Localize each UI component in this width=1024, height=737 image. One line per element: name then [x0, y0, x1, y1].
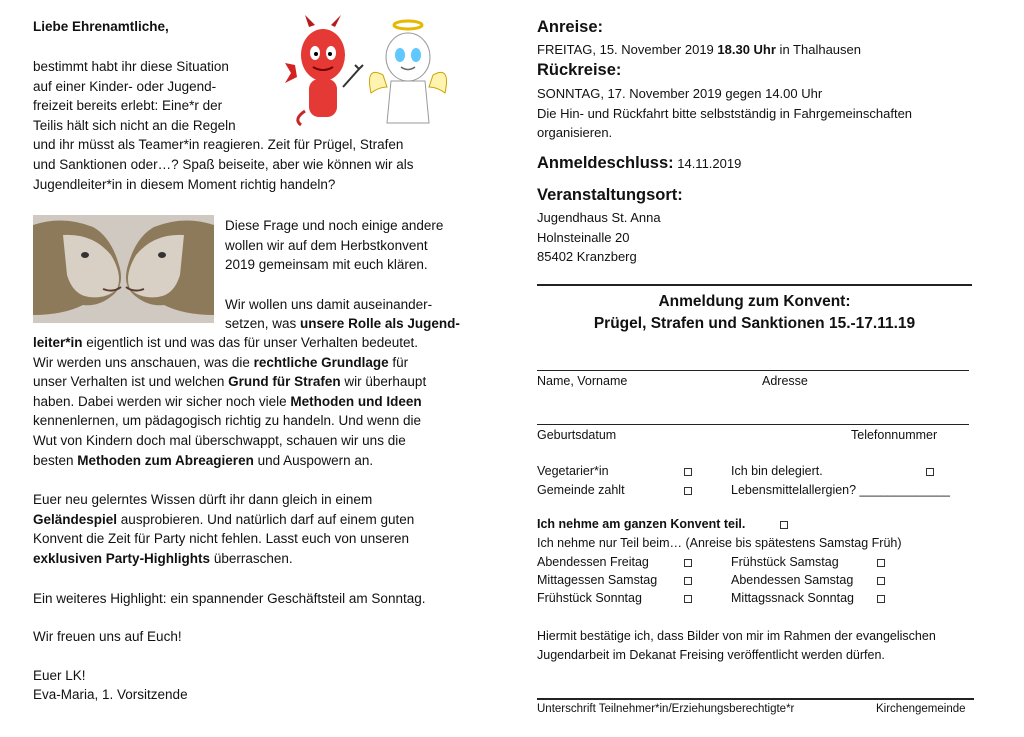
text-span: und Auspowern an. [253, 452, 374, 468]
devil-angel-illustration [283, 15, 453, 130]
content-line: kennenlernen, um pädagogisch richtig zu handeln. Und wenn die [33, 413, 422, 429]
vegetarian-checkbox[interactable] [684, 468, 692, 476]
meal-label: Abendessen Samstag [731, 573, 854, 587]
delegated-label: Ich bin delegiert. [731, 464, 823, 478]
content-line [33, 451, 426, 471]
text-span: überraschen. [210, 550, 293, 566]
content-line: Wir wollen uns damit auseinander- [225, 297, 433, 312]
content-line: Euer neu gelerntes Wissen dürft ihr dann gleich in einem [33, 492, 373, 507]
arrival-heading: Anreise: [537, 18, 604, 36]
emphasis: Methoden und Ideen [290, 393, 422, 409]
text-span: setzen, was [225, 316, 301, 331]
signature-lk: Euer LK! [33, 668, 86, 683]
full-attendance-label: Ich nehme am ganzen Konvent teil. [537, 517, 746, 531]
intro-line: und ihr müsst als Teamer*in reagieren. Zeit für Prügel, Strafen [33, 137, 404, 153]
form-title [537, 291, 972, 335]
text-span: ausprobieren. Und natürlich darf auf einem guten [117, 511, 415, 527]
form-title-line: Prügel, Strafen und Sanktionen 15.-17.11.19 [593, 315, 916, 332]
congregation-pays-checkbox[interactable] [684, 487, 692, 495]
meal-label: Mittagessen Samstag [537, 573, 658, 587]
full-attendance-checkbox[interactable] [780, 521, 788, 529]
emphasis: leiter*in [33, 335, 83, 350]
emphasis: 18.30 Uhr [717, 42, 776, 57]
deadline-value: 14.11.2019 [673, 156, 742, 171]
signature-name: Eva-Maria, 1. Vorsitzende [33, 687, 188, 702]
return-text [537, 84, 912, 143]
return-line: Die Hin- und Rückfahrt bitte selbstständig in Fahrgemeinschaften [537, 105, 913, 121]
text-span: für [388, 354, 409, 370]
question-line: Diese Frage und noch einige andere [225, 218, 444, 233]
partial-attendance-label: Ich nehme nur Teil beim… (Anreise bis spätestens Samstag Früh) [537, 536, 902, 550]
content-line [33, 392, 426, 412]
deadline-label: Anmeldeschluss: [537, 154, 674, 172]
consent-line: Jugendarbeit im Dekanat Freising veröffentlicht werden dürfen. [537, 647, 885, 662]
deadline [537, 154, 741, 173]
content-line [33, 549, 414, 569]
greeting: Liebe Ehrenamtliche, [33, 19, 169, 34]
name-address-field[interactable] [537, 370, 969, 371]
meal-label: Abendessen Freitag [537, 555, 649, 569]
venue-address [537, 208, 661, 267]
content-line [33, 333, 426, 353]
meal-label: Frühstück Samstag [731, 555, 839, 569]
emphasis: unsere Rolle als Jugend- [300, 316, 460, 331]
birthdate-label: Geburtsdatum [537, 428, 617, 442]
return-line: organisieren. [537, 125, 613, 140]
return-line: SONNTAG, 17. November 2019 gegen 14.00 Uhr [537, 86, 823, 101]
meal-checkbox[interactable] [877, 577, 885, 585]
meal-checkbox[interactable] [684, 595, 692, 603]
arrival-text [537, 40, 861, 60]
emphasis: Geländespiel [33, 511, 118, 527]
emphasis: Grund für Strafen [228, 374, 341, 390]
devil-figure [285, 15, 363, 125]
closing-line: Wir freuen uns auf Euch! [33, 629, 182, 644]
venue-line: Jugendhaus St. Anna [537, 210, 661, 225]
emphasis: exklusiven Party-Highlights [33, 550, 211, 566]
question-line: 2019 gemeinsam mit euch klären. [225, 257, 428, 273]
church-congregation-label: Kirchengemeinde [876, 703, 966, 715]
content-line: Konvent die Zeit für Party nicht fehlen. Lasst euch von unseren [33, 531, 409, 547]
text-span: eigentlich ist und was das für unser Verhalten bedeutet. [82, 335, 418, 350]
angel-figure [370, 21, 447, 123]
meal-label: Mittagssnack Sonntag [731, 591, 854, 605]
text-span: Wir werden uns anschauen, was die [33, 354, 254, 370]
allergies-field[interactable]: Lebensmittelallergien? _____________ [731, 483, 950, 497]
content-line [33, 510, 414, 530]
content-line [33, 372, 426, 392]
vegetarian-label: Vegetarier*in [537, 464, 609, 478]
intro-line: bestimmt habt ihr diese Situation [33, 59, 229, 74]
text-span: wir überhaupt [340, 374, 427, 390]
signature-label: Unterschrift Teilnehmer*in/Erziehungsberechtigte*r [537, 703, 795, 715]
intro-line: Jugendleiter*in in diesem Moment richtig handeln? [33, 176, 336, 192]
meal-checkbox[interactable] [684, 559, 692, 567]
venue-line: Holnsteinalle 20 [537, 229, 630, 245]
question-line: wollen wir auf dem Herbstkonvent [225, 237, 428, 253]
form-title-line: Anmeldung zum Konvent: [658, 293, 851, 310]
name-label: Name, Vorname [537, 374, 628, 388]
congregation-pays-label: Gemeinde zahlt [537, 483, 625, 497]
content-paragraph [33, 333, 426, 470]
text-span: in Thalhausen [775, 42, 861, 57]
venue-line: 85402 Kranzberg [537, 249, 637, 264]
intro-line: Teilis hält sich nicht an die Regeln [33, 117, 236, 133]
meal-checkbox[interactable] [877, 595, 885, 603]
meal-checkbox[interactable] [684, 577, 692, 585]
birth-phone-field[interactable] [537, 424, 969, 425]
highlight-paragraph: Ein weiteres Highlight: ein spannender Geschäftsteil am Sonntag. [33, 591, 426, 606]
photo-consent [537, 627, 936, 664]
text-span: haben. Dabei werden wir sicher noch viele [33, 393, 291, 409]
text-span: unser Verhalten ist und welchen [33, 374, 229, 390]
question-paragraph [225, 216, 443, 275]
consent-line: Hiermit bestätige ich, dass Bilder von mir im Rahmen der evangelischen [537, 629, 936, 643]
return-heading: Rückreise: [537, 61, 622, 79]
content-line [33, 353, 426, 373]
divider [537, 284, 972, 286]
game-paragraph [33, 490, 414, 568]
content-line [225, 314, 460, 334]
intro-line: freizeit bereits erlebt: Eine*r der [33, 98, 223, 114]
phone-label: Telefonnummer [851, 428, 938, 442]
intro-line: auf einer Kinder- oder Jugend- [33, 78, 217, 94]
emphasis: Methoden zum Abreagieren [77, 452, 254, 468]
text-span: FREITAG, 15. November 2019 [537, 42, 718, 57]
address-label: Adresse [762, 374, 808, 388]
content-line: Wut von Kindern doch mal überschwappt, schauen wir uns die [33, 432, 406, 448]
sheep-photo [33, 215, 214, 323]
signature-line[interactable] [537, 698, 974, 700]
intro-line: und Sanktionen oder…? Spaß beiseite, aber wie können wir als [33, 156, 414, 172]
emphasis: rechtliche Grundlage [253, 354, 389, 370]
delegated-checkbox[interactable] [926, 468, 934, 476]
meal-label: Frühstück Sonntag [537, 591, 642, 605]
text-span: besten [33, 452, 78, 468]
meal-checkbox[interactable] [877, 559, 885, 567]
venue-heading: Veranstaltungsort: [537, 186, 683, 204]
